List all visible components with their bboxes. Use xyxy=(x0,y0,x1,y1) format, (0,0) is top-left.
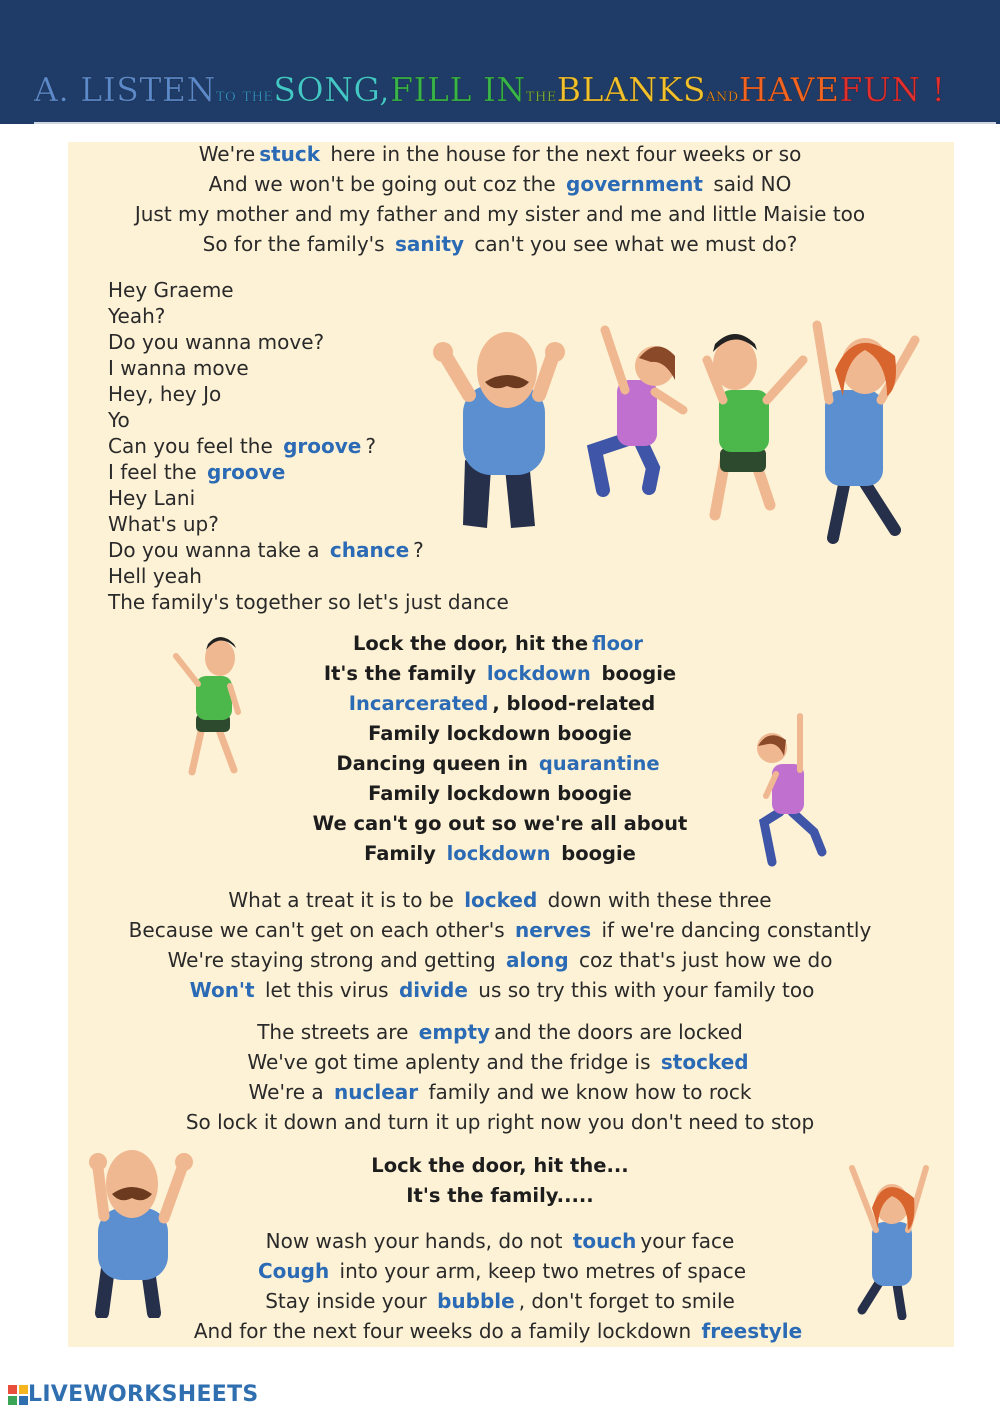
lyric-line xyxy=(0,232,1000,256)
lyric-text: Now wash your hands, do not xyxy=(265,1229,569,1253)
lyric-text: boogie xyxy=(554,842,636,865)
title-part: and xyxy=(705,85,739,106)
lyric-line xyxy=(0,948,1000,972)
lyric-text: ? xyxy=(413,538,424,562)
lyric-line xyxy=(108,356,249,380)
lyric-line xyxy=(0,918,1000,942)
lyric-text: here in the house for the next four weeks or so xyxy=(324,142,802,166)
title-part: FILL IN xyxy=(390,70,526,109)
header-divider xyxy=(34,122,996,124)
lyric-text: if we're dancing constantly xyxy=(595,918,872,942)
lyric-line xyxy=(108,408,130,432)
lyric-line xyxy=(108,512,219,536)
title-part: to the xyxy=(215,85,274,106)
logo-text: LIVEWORKSHEETS xyxy=(28,1382,259,1407)
chorus-line xyxy=(0,812,1000,836)
lyric-text: We can't go out so we're all about xyxy=(312,812,688,835)
answer-blank[interactable]: Cough xyxy=(257,1259,330,1283)
dad-figure xyxy=(433,332,565,528)
answer-blank[interactable]: groove xyxy=(283,434,362,458)
answer-blank[interactable]: nuclear xyxy=(334,1080,419,1104)
title-part: SONG, xyxy=(273,70,391,109)
lyric-text: And for the next four weeks do a family lockdown xyxy=(193,1319,698,1343)
lyric-text: us so try this with your family too xyxy=(471,978,815,1002)
lyric-text: Hey Lani xyxy=(108,486,196,510)
lyric-text: Family xyxy=(364,842,443,865)
answer-blank[interactable]: sanity xyxy=(394,232,465,256)
lyric-line xyxy=(0,1020,1000,1044)
lyric-text: Hey Graeme xyxy=(108,278,234,302)
footer-logo xyxy=(8,1382,259,1408)
lyric-text: The streets are xyxy=(257,1020,415,1044)
answer-blank[interactable]: chance xyxy=(329,538,410,562)
lyric-text: What a treat it is to be xyxy=(228,888,461,912)
lyric-line xyxy=(108,460,289,484)
lyric-text: Do you wanna take a xyxy=(108,538,326,562)
boy-green-figure xyxy=(707,334,803,515)
lyric-line xyxy=(0,1110,1000,1134)
lyric-text: It's the family xyxy=(323,662,483,685)
lyric-text: Can you feel the xyxy=(108,434,280,458)
title-part: A. LISTEN xyxy=(34,70,216,109)
chorus-line xyxy=(0,662,1000,686)
lyric-line xyxy=(0,1319,1000,1343)
lyric-text: family and we know how to rock xyxy=(422,1080,752,1104)
answer-blank[interactable]: Incarcerated xyxy=(348,692,489,715)
lyric-line xyxy=(108,304,165,328)
lyric-line xyxy=(0,1080,1000,1104)
lyric-text: We're staying strong and getting xyxy=(167,948,503,972)
chorus-line xyxy=(0,692,1000,716)
page-title xyxy=(34,70,945,109)
lyric-line xyxy=(0,978,1000,1002)
lyric-text: Family lockdown boogie xyxy=(368,722,632,745)
lyric-line xyxy=(108,278,234,302)
title-part: BLANKS xyxy=(556,70,706,109)
lyric-text: Hey, hey Jo xyxy=(108,382,222,406)
lyric-text: We've got time aplenty and the fridge is xyxy=(247,1050,657,1074)
lyric-text: let this virus xyxy=(258,978,395,1002)
lyric-line xyxy=(0,1050,1000,1074)
answer-blank[interactable]: divide xyxy=(398,978,468,1002)
title-part: FUN ! xyxy=(839,70,946,109)
lyric-line xyxy=(0,172,1000,196)
lyric-text: boogie xyxy=(594,662,677,685)
lyric-text: Yo xyxy=(108,408,130,432)
lyric-text: The family's together so let's just dance xyxy=(108,590,509,614)
chorus-line xyxy=(0,842,1000,866)
answer-blank[interactable]: stocked xyxy=(660,1050,749,1074)
answer-blank[interactable]: stuck xyxy=(259,142,321,166)
lyric-line xyxy=(108,486,195,510)
lyric-line xyxy=(108,564,202,588)
lyric-line xyxy=(108,330,324,354)
lyric-line xyxy=(108,590,509,614)
answer-blank[interactable]: along xyxy=(506,948,569,972)
lyric-text: down with these three xyxy=(541,888,772,912)
lyric-text: Yeah? xyxy=(108,304,166,328)
answer-blank[interactable]: lockdown xyxy=(486,662,591,685)
lyric-text: Because we can't get on each other's xyxy=(128,918,511,942)
girl-pink-figure xyxy=(595,330,683,490)
chorus-line xyxy=(0,752,1000,776)
lyric-text: Just my mother and my father and my sister and me and little Maisie too xyxy=(134,202,866,226)
answer-blank[interactable]: quarantine xyxy=(538,752,660,775)
answer-blank[interactable]: government xyxy=(566,172,703,196)
lyric-text: ? xyxy=(365,434,376,458)
lyric-text: your face xyxy=(640,1229,735,1253)
lyric-text: So lock it down and turn it up right now you don't need to stop xyxy=(185,1110,815,1134)
lyric-text: I feel the xyxy=(108,460,203,484)
answer-blank[interactable]: groove xyxy=(207,460,286,484)
woman-bottom-illustration xyxy=(842,1158,938,1320)
lyric-text: We're a xyxy=(248,1080,330,1104)
liveworksheets-logo-icon xyxy=(8,1385,28,1405)
lyric-text: We're xyxy=(198,142,256,166)
lyric-text: So for the family's xyxy=(202,232,391,256)
lyric-text: , don't forget to smile xyxy=(518,1289,735,1313)
lyric-text: I wanna move xyxy=(108,356,249,380)
answer-blank[interactable]: touch xyxy=(572,1229,637,1253)
lyric-text: into your arm, keep two metres of space xyxy=(333,1259,747,1283)
lyric-text: can't you see what we must do? xyxy=(468,232,798,256)
answer-blank[interactable]: bubble xyxy=(437,1289,515,1313)
answer-blank[interactable]: lockdown xyxy=(446,842,551,865)
lyric-text: It's the family..... xyxy=(406,1184,594,1207)
answer-blank[interactable]: empty xyxy=(418,1020,491,1044)
lyric-line xyxy=(0,888,1000,912)
answer-blank[interactable]: freestyle xyxy=(701,1319,803,1343)
lyric-text: , blood-related xyxy=(492,692,656,715)
chorus-line xyxy=(0,632,1000,656)
lyric-text: Hell yeah xyxy=(108,564,202,588)
chorus-line xyxy=(0,722,1000,746)
lyric-line xyxy=(108,434,376,458)
girl-dancing-illustration xyxy=(744,712,834,868)
title-part: HAVE xyxy=(738,70,840,109)
answer-blank[interactable]: nerves xyxy=(514,918,592,942)
boy-dancing-illustration xyxy=(168,632,258,782)
lyric-text: coz that's just how we do xyxy=(572,948,833,972)
lyric-text: Lock the door, hit the xyxy=(352,632,589,655)
title-part: the xyxy=(525,85,557,106)
lyric-text: Lock the door, hit the... xyxy=(371,1154,629,1177)
lyric-line xyxy=(0,202,1000,226)
lyric-text: Dancing queen in xyxy=(336,752,535,775)
lyric-line xyxy=(0,142,1000,166)
lyric-line xyxy=(108,538,424,562)
woman-blue-figure xyxy=(817,325,915,538)
answer-blank[interactable]: Won't xyxy=(189,978,255,1002)
dancing-family-illustration xyxy=(425,300,945,550)
lyric-text: and the doors are locked xyxy=(494,1020,743,1044)
answer-blank[interactable]: locked xyxy=(464,888,538,912)
lyric-line xyxy=(108,382,221,406)
lyric-text: said NO xyxy=(706,172,792,196)
answer-blank[interactable]: floor xyxy=(592,632,644,655)
lyric-text: And we won't be going out coz the xyxy=(208,172,563,196)
lyric-text: Stay inside your xyxy=(265,1289,434,1313)
lyric-text: What's up? xyxy=(108,512,219,536)
lyric-text: Family lockdown boogie xyxy=(368,782,632,805)
lyric-text: Do you wanna move? xyxy=(108,330,325,354)
chorus-line xyxy=(0,782,1000,806)
dad-bottom-illustration xyxy=(84,1138,204,1318)
